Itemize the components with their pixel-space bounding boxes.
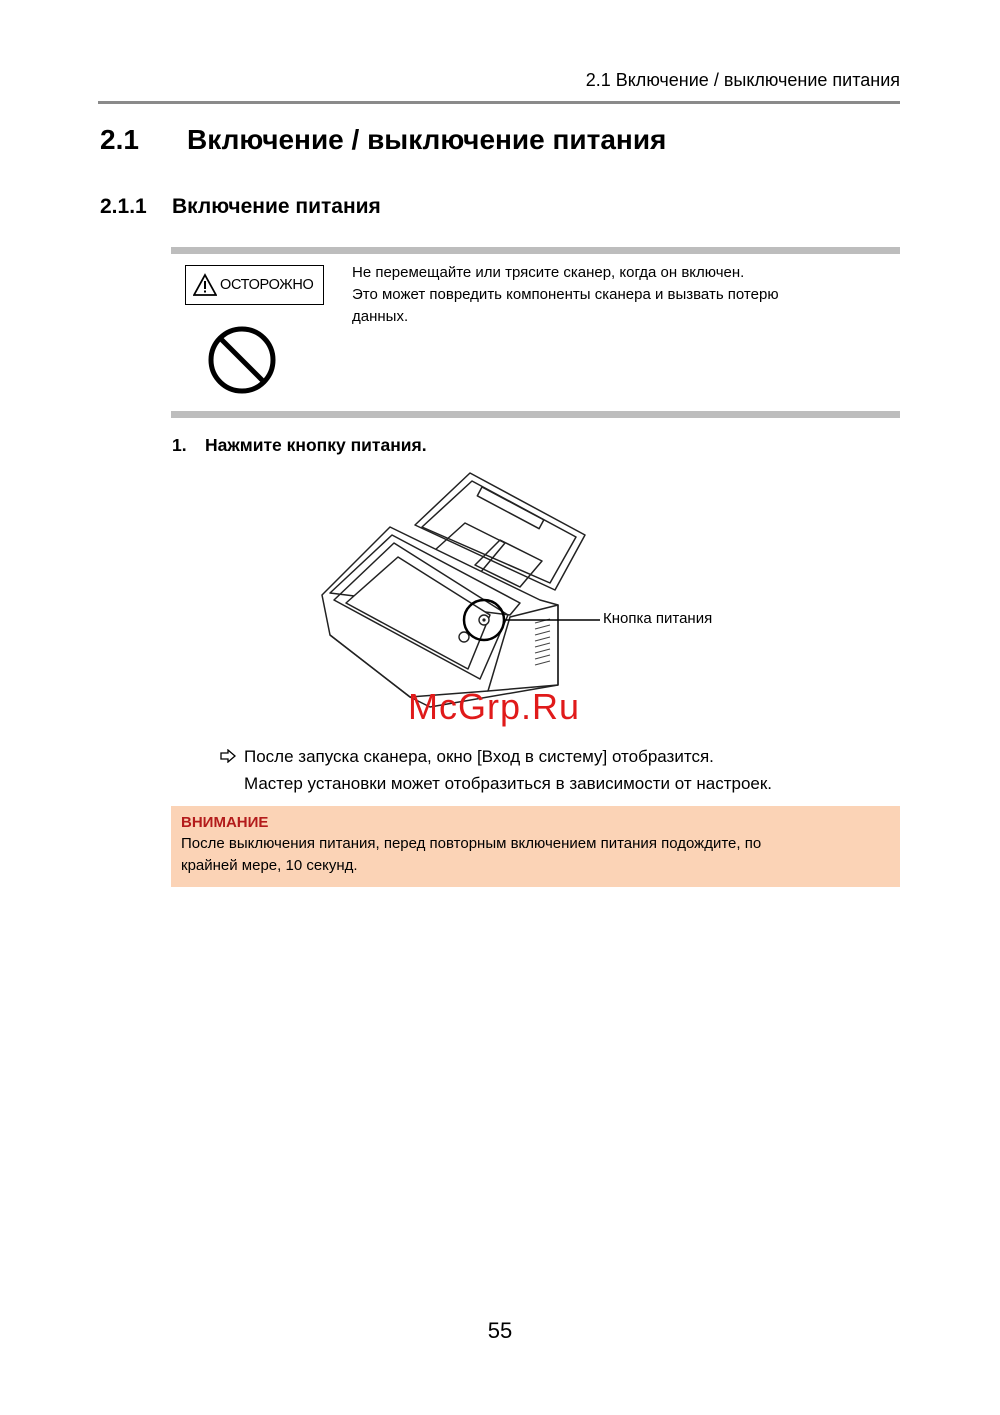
caution-label (185, 265, 324, 305)
section-title: Включение / выключение питания (187, 124, 667, 155)
warning-triangle-icon (193, 273, 217, 297)
caution-top-rule (171, 247, 900, 254)
watermark: McGrp.Ru (408, 686, 581, 727)
subsection-heading (100, 195, 381, 219)
attention-title: ВНИМАНИЕ (181, 814, 269, 831)
step-instruction (172, 435, 427, 456)
attention-text (181, 833, 890, 877)
page-number: 55 (487, 1318, 513, 1343)
power-button-callout: Кнопка питания (603, 610, 713, 627)
prohibition-icon (207, 325, 277, 395)
attention-line: После выключения питания, перед повторным включением питания подождите, по (181, 835, 762, 852)
result-text: После запуска сканера, окно [Вход в систему] отобразится. (244, 747, 714, 766)
step-number: 1. (172, 435, 187, 455)
caution-line: данных. (352, 308, 409, 325)
section-heading (100, 124, 666, 156)
section-number: 2.1 (100, 124, 139, 155)
running-header: 2.1 Включение / выключение питания (585, 70, 900, 90)
caution-text (352, 262, 852, 328)
result-text: Мастер установки может отобразиться в зависимости от настроек. (244, 774, 773, 793)
result-arrow-icon (220, 749, 236, 763)
scanner-illustration (310, 465, 610, 715)
caution-line: Не перемещайте или трясите сканер, когда он включен. (352, 264, 745, 281)
caution-line: Это может повредить компоненты сканера и вызвать потерю (352, 286, 779, 303)
attention-line: крайней мере, 10 секунд. (181, 857, 358, 874)
step-text: Нажмите кнопку питания. (205, 435, 427, 455)
attention-box (171, 806, 900, 887)
caution-bottom-rule (171, 411, 900, 418)
subsection-number: 2.1.1 (100, 195, 147, 218)
header-divider (98, 101, 900, 104)
caution-label-text: ОСТОРОЖНО (220, 277, 314, 293)
subsection-title: Включение питания (172, 195, 381, 218)
